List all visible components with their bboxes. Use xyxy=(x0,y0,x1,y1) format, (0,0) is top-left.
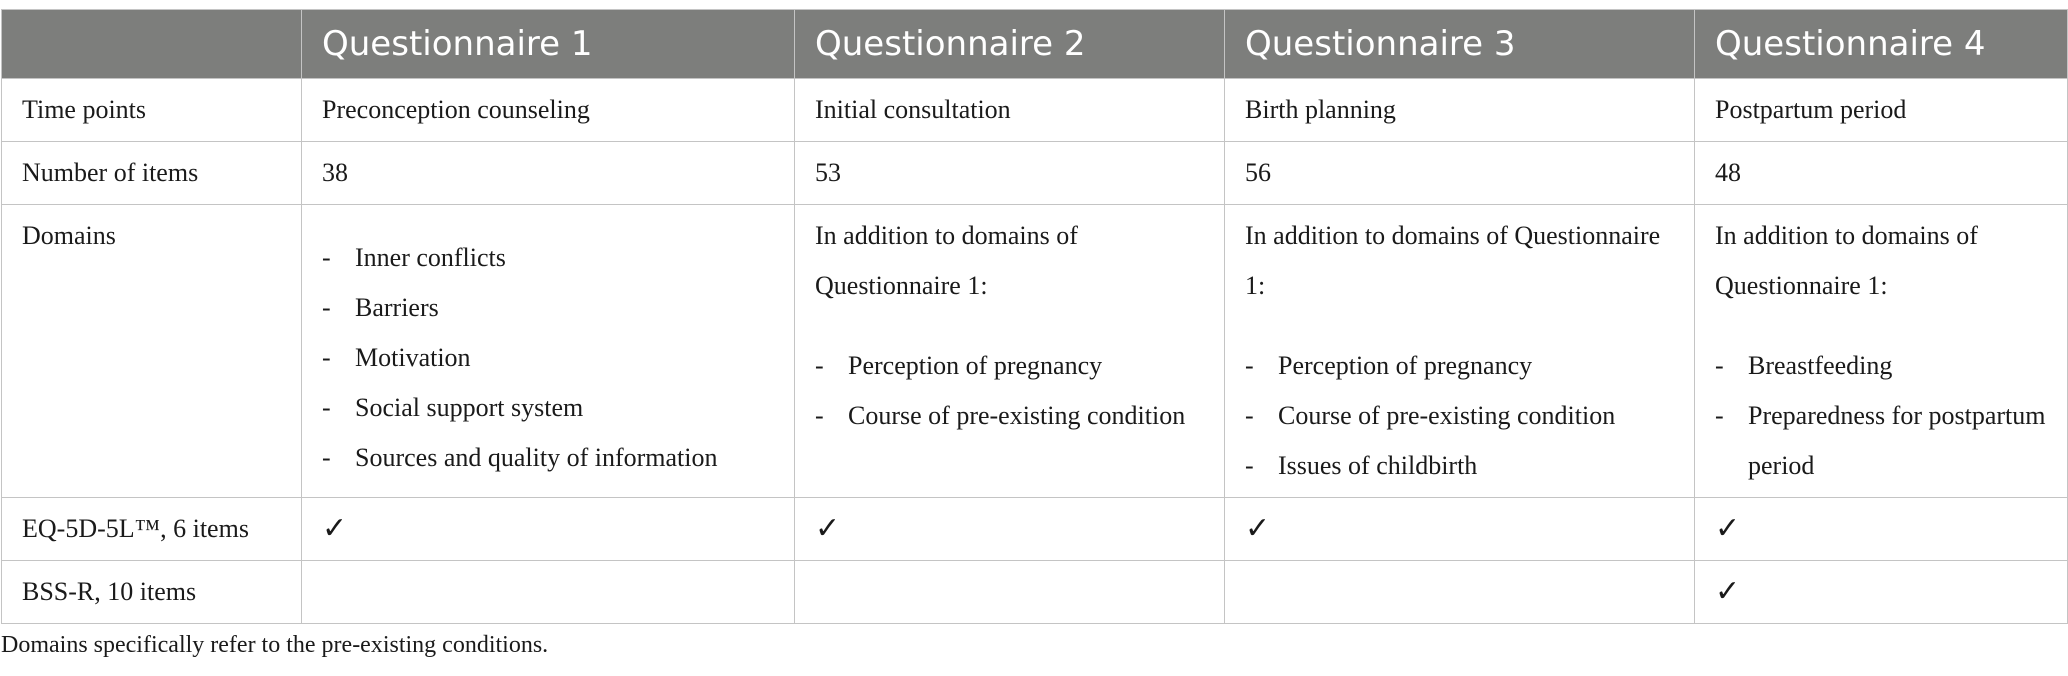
domains-cell-q2 xyxy=(795,205,1225,498)
table-cell: 56 xyxy=(1225,142,1695,205)
header-corner xyxy=(2,10,302,79)
list-item: - Breastfeeding xyxy=(1715,351,1893,380)
header-questionnaire-3: Questionnaire 3 xyxy=(1225,10,1695,79)
bss-row xyxy=(2,561,2068,624)
check-icon: ✓ xyxy=(1695,498,2068,561)
table-cell xyxy=(795,561,1225,624)
eq5d-row xyxy=(2,498,2068,561)
list-item: - Motivation xyxy=(322,343,471,372)
table-cell: Initial consultation xyxy=(795,79,1225,142)
row-label: BSS-R, 10 items xyxy=(2,561,302,624)
domain-list xyxy=(815,341,1204,441)
check-icon: ✓ xyxy=(302,498,795,561)
table-footnote: Domains specifically refer to the pre-existing conditions. xyxy=(1,632,549,658)
list-item: - Perception of pregnancy xyxy=(1245,351,1533,380)
domains-intro: In addition to domains of Questionnaire 1: xyxy=(1715,221,1978,300)
header-row xyxy=(2,10,2068,79)
questionnaire-table xyxy=(1,9,2068,624)
list-item: - Inner conflicts xyxy=(322,243,506,272)
domain-list xyxy=(322,233,774,483)
domains-row xyxy=(2,205,2068,498)
row-label: Time points xyxy=(2,79,302,142)
domains-cell-q4 xyxy=(1695,205,2068,498)
table-cell: Preconception counseling xyxy=(302,79,795,142)
table-cell: Birth planning xyxy=(1225,79,1695,142)
header-questionnaire-4: Questionnaire 4 xyxy=(1695,10,2068,79)
domains-intro: In addition to domains of Questionnaire 1: xyxy=(1245,221,1661,300)
list-item: - Barriers xyxy=(322,293,439,322)
list-item: - Perception of pregnancy xyxy=(815,351,1103,380)
number-of-items-row xyxy=(2,142,2068,205)
domain-list xyxy=(1715,341,2047,491)
check-icon: ✓ xyxy=(1225,498,1695,561)
list-item: - Issues of childbirth xyxy=(1245,451,1478,480)
list-item: - Preparedness for postpartum period xyxy=(1715,401,2046,480)
table-cell: 38 xyxy=(302,142,795,205)
header-questionnaire-1: Questionnaire 1 xyxy=(302,10,795,79)
row-label: Number of items xyxy=(2,142,302,205)
check-icon: ✓ xyxy=(795,498,1225,561)
check-icon: ✓ xyxy=(1695,561,2068,624)
table-cell: Postpartum period xyxy=(1695,79,2068,142)
table-cell xyxy=(1225,561,1695,624)
list-item: - Sources and quality of information xyxy=(322,443,718,472)
list-item: - Social support system xyxy=(322,393,584,422)
domain-list xyxy=(1245,341,1674,491)
list-item: - Course of pre-existing condition xyxy=(815,401,1186,430)
domains-intro: In addition to domains of Questionnaire 1: xyxy=(815,221,1078,300)
table-cell: 53 xyxy=(795,142,1225,205)
domains-cell-q3 xyxy=(1225,205,1695,498)
table-cell xyxy=(302,561,795,624)
row-label: EQ-5D-5L™, 6 items xyxy=(2,498,302,561)
list-item: - Course of pre-existing condition xyxy=(1245,401,1616,430)
time-points-row xyxy=(2,79,2068,142)
domains-cell-q1 xyxy=(302,205,795,498)
table-cell: 48 xyxy=(1695,142,2068,205)
row-label: Domains xyxy=(2,205,302,498)
header-questionnaire-2: Questionnaire 2 xyxy=(795,10,1225,79)
